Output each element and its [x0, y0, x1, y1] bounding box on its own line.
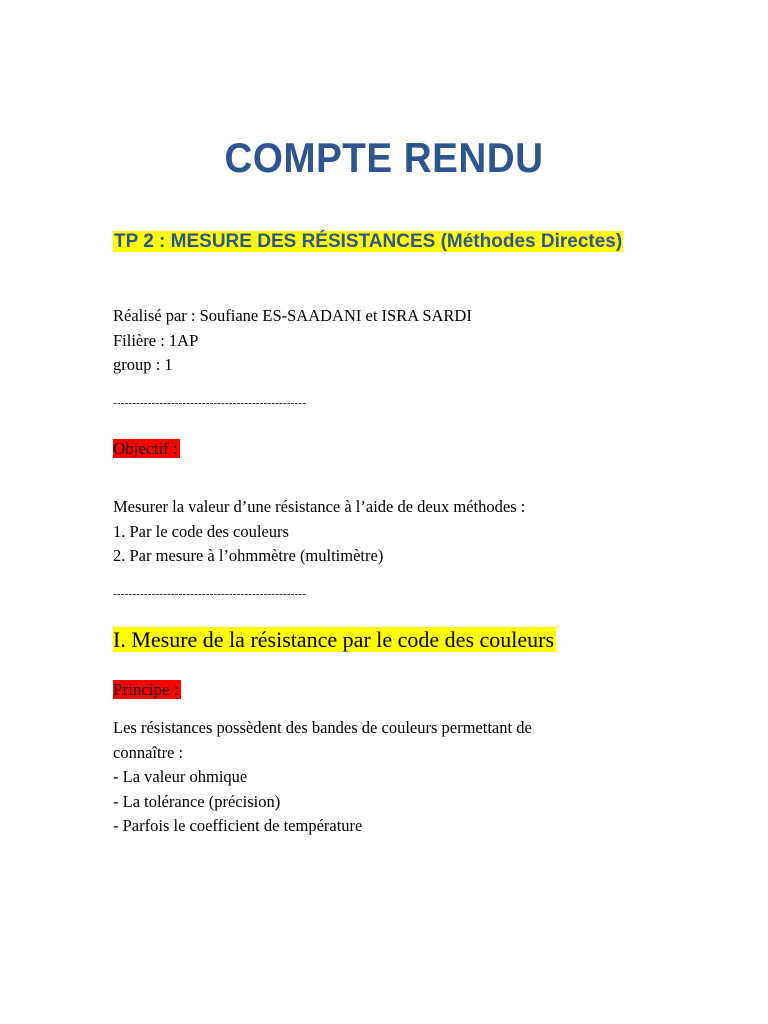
group-line: group : 1 — [113, 355, 173, 374]
objectif-label-text: Objectif : — [113, 439, 178, 458]
principe-line: - La tolérance (précision) — [113, 791, 281, 811]
objectif-line: 1. Par le code des couleurs — [113, 521, 289, 541]
document-title: COMPTE RENDU — [224, 134, 544, 181]
section-1-heading — [113, 624, 556, 656]
author-info — [113, 304, 472, 378]
section-1-heading-text: I. Mesure de la résistance par le code des couleurs — [113, 627, 555, 652]
tp-title-text: TP 2 : MESURE DES RÉSISTANCES (Méthodes Directes) — [114, 231, 623, 252]
principe-line: connaître : — [113, 742, 184, 762]
objectif-text — [113, 495, 525, 569]
principe-line: Les résistances possèdent des bandes de couleurs permettant de — [113, 718, 532, 737]
filiere-line: Filière : 1AP — [113, 330, 199, 350]
principe-line: - La valeur ohmique — [113, 767, 248, 786]
principe-text — [113, 716, 532, 839]
principe-line: - Parfois le coefficient de température — [113, 816, 363, 835]
objectif-label — [113, 437, 180, 461]
objectif-line: Mesurer la valeur d’une résistance à l’aide de deux méthodes : — [113, 497, 526, 516]
separator-1: -------------------------------------------------- — [113, 397, 307, 409]
separator-2: -------------------------------------------------- — [113, 588, 307, 600]
objectif-line: 2. Par mesure à l’ohmmètre (multimètre) — [113, 546, 384, 565]
tp-title — [113, 228, 623, 256]
principe-label — [113, 678, 181, 702]
author-line: Réalisé par : Soufiane ES-SAADANI et ISRA SARDI — [113, 306, 472, 325]
principe-label-text: Principe : — [113, 680, 179, 699]
